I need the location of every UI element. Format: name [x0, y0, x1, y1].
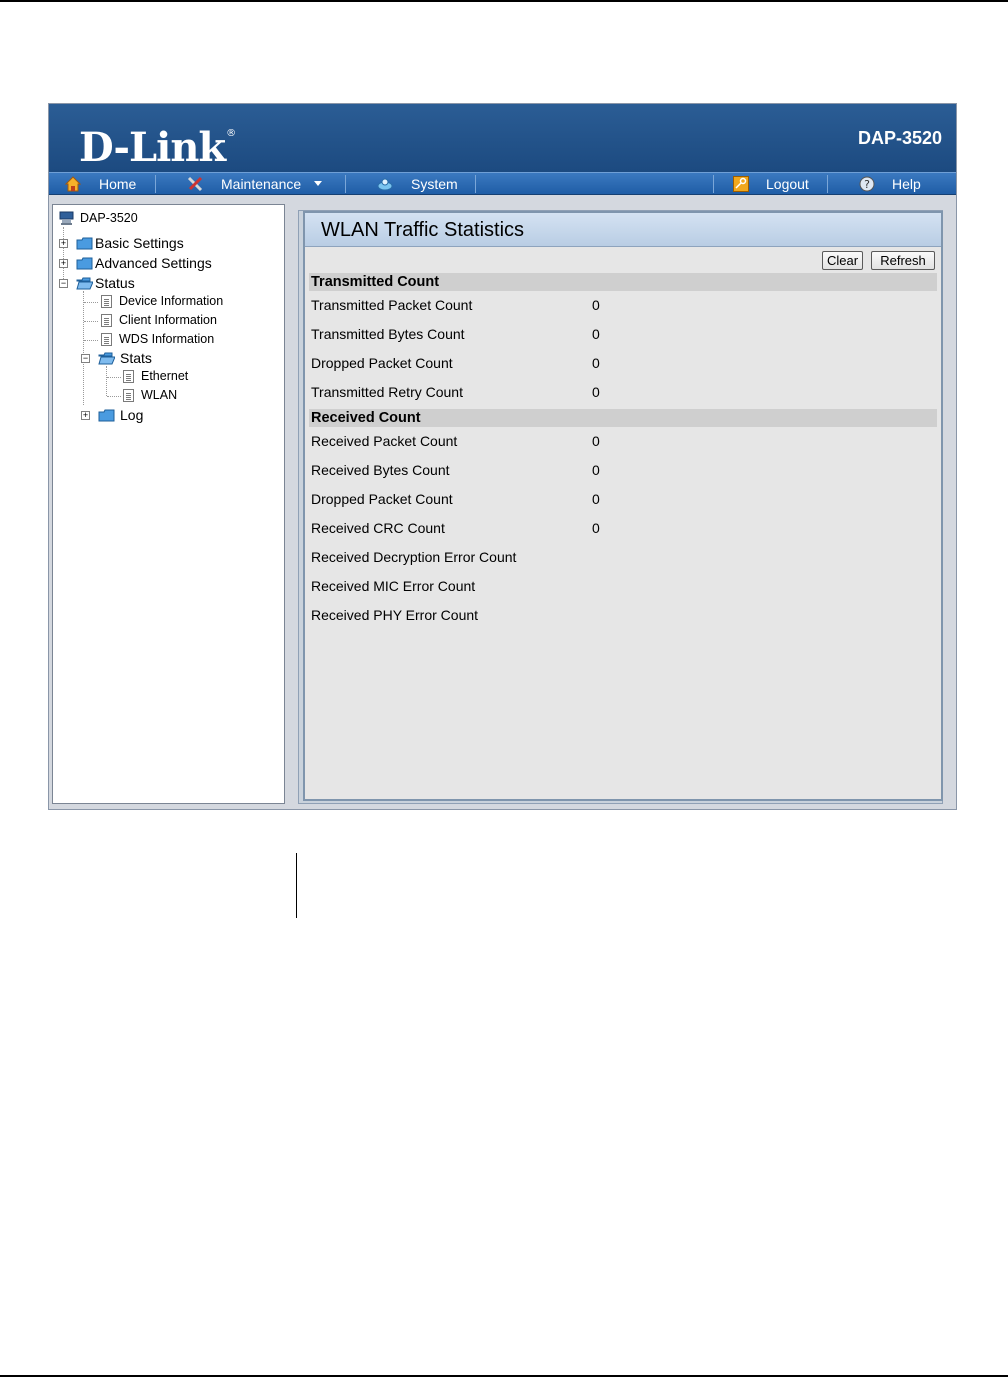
- menu-system[interactable]: System: [411, 176, 458, 192]
- document-icon: [123, 370, 134, 383]
- menu-separator: [345, 175, 346, 193]
- stat-value: 0: [592, 297, 600, 313]
- stat-label: Transmitted Retry Count: [311, 384, 463, 400]
- tree-connector: [83, 291, 84, 405]
- section-received-count: Received Count: [309, 409, 937, 427]
- stat-label: Received Bytes Count: [311, 462, 450, 478]
- header-banner: [49, 104, 956, 172]
- stat-label: Received Packet Count: [311, 433, 458, 449]
- chevron-down-icon[interactable]: [313, 180, 323, 188]
- menu-home[interactable]: Home: [99, 176, 137, 192]
- help-icon: [859, 176, 875, 192]
- menu-bar: [49, 172, 956, 195]
- logo-text: D-Link: [79, 124, 226, 171]
- tree-connector: [84, 302, 98, 303]
- menu-separator: [713, 175, 714, 193]
- menu-help[interactable]: Help: [892, 176, 921, 192]
- tree-item-wds-information[interactable]: WDS Information: [119, 332, 215, 346]
- content-area: [298, 210, 943, 804]
- document-icon: [123, 389, 134, 402]
- model-name: DAP-3520: [857, 128, 942, 148]
- system-icon: [377, 176, 393, 192]
- open-folder-icon: [76, 277, 93, 290]
- key-icon: [733, 176, 749, 192]
- stat-value: 0: [592, 520, 600, 536]
- open-folder-icon: [98, 352, 115, 365]
- page-top-rule: [0, 0, 1008, 2]
- tree-item-device-information[interactable]: Device Information: [119, 294, 224, 308]
- tree-item-ethernet[interactable]: Ethernet: [141, 369, 189, 383]
- svg-text:?: ?: [864, 178, 870, 191]
- margin-rule: [296, 853, 297, 918]
- menu-separator: [155, 175, 156, 193]
- access-point-icon: [59, 210, 75, 226]
- menu-separator: [475, 175, 476, 193]
- expand-basic-settings[interactable]: +: [60, 238, 67, 248]
- tree-item-client-information[interactable]: Client Information: [119, 313, 217, 327]
- menu-logout[interactable]: Logout: [766, 176, 809, 192]
- collapse-status[interactable]: −: [60, 278, 67, 288]
- stat-label: Received PHY Error Count: [311, 607, 479, 623]
- tree-item-advanced-settings[interactable]: Advanced Settings: [95, 255, 212, 271]
- stat-label: Received Decryption Error Count: [311, 549, 517, 565]
- stat-label: Received MIC Error Count: [311, 578, 476, 594]
- folder-icon: [76, 237, 93, 250]
- menu-maintenance[interactable]: Maintenance: [221, 176, 302, 192]
- logo-registered-mark: ®: [226, 128, 236, 139]
- stat-label: Transmitted Packet Count: [311, 297, 473, 313]
- expand-log[interactable]: +: [82, 410, 89, 420]
- tree-item-wlan[interactable]: WLAN: [141, 388, 178, 402]
- tree-item-log[interactable]: Log: [120, 407, 144, 423]
- stat-value: 0: [592, 355, 600, 371]
- navigation-tree: [52, 204, 285, 804]
- tree-item-basic-settings[interactable]: Basic Settings: [95, 235, 184, 251]
- page-title: WLAN Traffic Statistics: [305, 213, 941, 247]
- stat-value: 0: [592, 491, 600, 507]
- refresh-button[interactable]: Refresh: [871, 251, 935, 270]
- document-icon: [101, 314, 112, 327]
- stat-label: Dropped Packet Count: [311, 355, 453, 371]
- tree-root[interactable]: DAP-3520: [80, 211, 138, 225]
- menu-separator: [827, 175, 828, 193]
- app-window: [48, 103, 957, 810]
- wlan-traffic-panel: [303, 211, 943, 801]
- dlink-logo: [79, 124, 234, 171]
- folder-icon: [76, 257, 93, 270]
- tree-connector: [107, 377, 121, 378]
- document-icon: [101, 333, 112, 346]
- tools-icon: [187, 176, 203, 192]
- stat-value: 0: [592, 326, 600, 342]
- stat-value: 0: [592, 384, 600, 400]
- tree-connector: [106, 366, 107, 396]
- expand-advanced-settings[interactable]: +: [60, 258, 67, 268]
- tree-item-stats[interactable]: Stats: [120, 350, 152, 366]
- stat-label: Transmitted Bytes Count: [311, 326, 465, 342]
- tree-connector: [84, 340, 98, 341]
- folder-icon: [98, 409, 115, 422]
- section-transmitted-count: Transmitted Count: [309, 273, 937, 291]
- home-icon: [65, 176, 81, 192]
- stat-value: 0: [592, 433, 600, 449]
- stat-label: Received CRC Count: [311, 520, 445, 536]
- tree-connector: [107, 396, 121, 397]
- tree-item-status[interactable]: Status: [95, 275, 135, 291]
- document-icon: [101, 295, 112, 308]
- collapse-stats[interactable]: −: [82, 353, 89, 363]
- stat-label: Dropped Packet Count: [311, 491, 453, 507]
- stat-value: 0: [592, 462, 600, 478]
- clear-button[interactable]: Clear: [822, 251, 863, 270]
- tree-connector: [84, 321, 98, 322]
